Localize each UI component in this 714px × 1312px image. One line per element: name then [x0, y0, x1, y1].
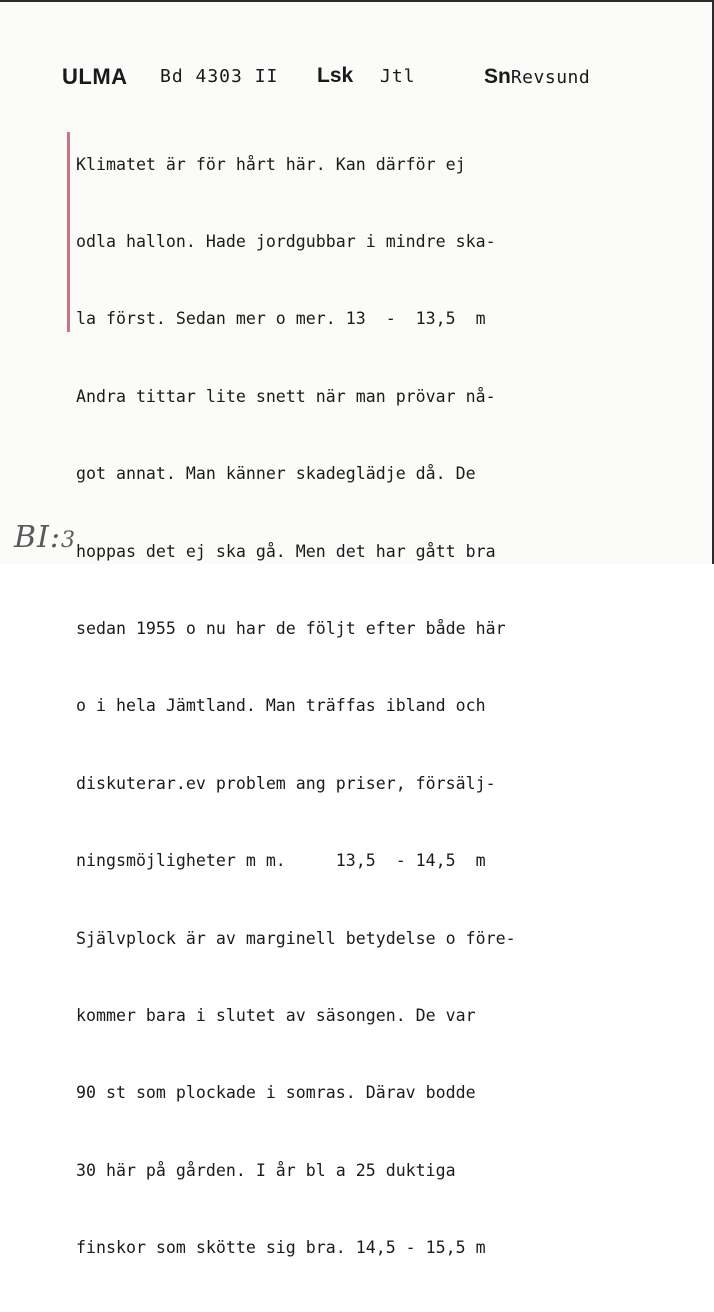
card-body-text: [76, 100, 696, 1312]
body-line: got annat. Man känner skadeglädje då. De: [76, 464, 476, 484]
parish-abbreviation: Sn: [484, 65, 511, 88]
body-line: finskor som skötte sig bra. 14,5 - 15,5 m: [76, 1238, 486, 1258]
province-code: Lsk: [317, 64, 354, 87]
body-line: 90 st som plockade i somras. Därav bodde: [76, 1083, 476, 1103]
body-line: ningsmöjligheter m m. 13,5 - 14,5 m: [76, 851, 486, 871]
parish-field: [484, 64, 590, 89]
card-header: [62, 62, 682, 98]
margin-mark: [67, 132, 70, 332]
stamp-main: BI:: [14, 520, 62, 555]
body-line: kommer bara i slutet av säsongen. De var: [76, 1005, 476, 1025]
body-line: sedan 1955 o nu har de följt efter både här: [76, 618, 506, 638]
parish-name: Revsund: [510, 67, 591, 88]
body-line: o i hela Jämtland. Man träffas ibland och: [76, 696, 486, 716]
body-line: Klimatet är för hårt här. Kan därför ej: [76, 154, 466, 174]
body-line: Andra tittar lite snett när man prövar nå-: [76, 386, 496, 406]
archive-code: ULMA: [62, 64, 128, 89]
body-line: Självplock är av marginell betydelse o före-: [76, 928, 516, 948]
handwritten-stamp: [14, 520, 76, 555]
body-line: diskuterar.ev problem ang priser, försälj-: [76, 773, 496, 793]
body-line: 30 här på gården. I år bl a 25 duktiga: [76, 1160, 456, 1180]
body-line: la först. Sedan mer o mer. 13 - 13,5 m: [76, 309, 486, 329]
landscape-code: Jtl: [380, 66, 416, 87]
volume-reference: Bd 4303 II: [160, 66, 279, 87]
stamp-sub: 3: [61, 528, 77, 553]
body-line: odla hallon. Hade jordgubbar i mindre ska-: [76, 231, 496, 251]
body-line: hoppas det ej ska gå. Men det har gått bra: [76, 541, 496, 561]
